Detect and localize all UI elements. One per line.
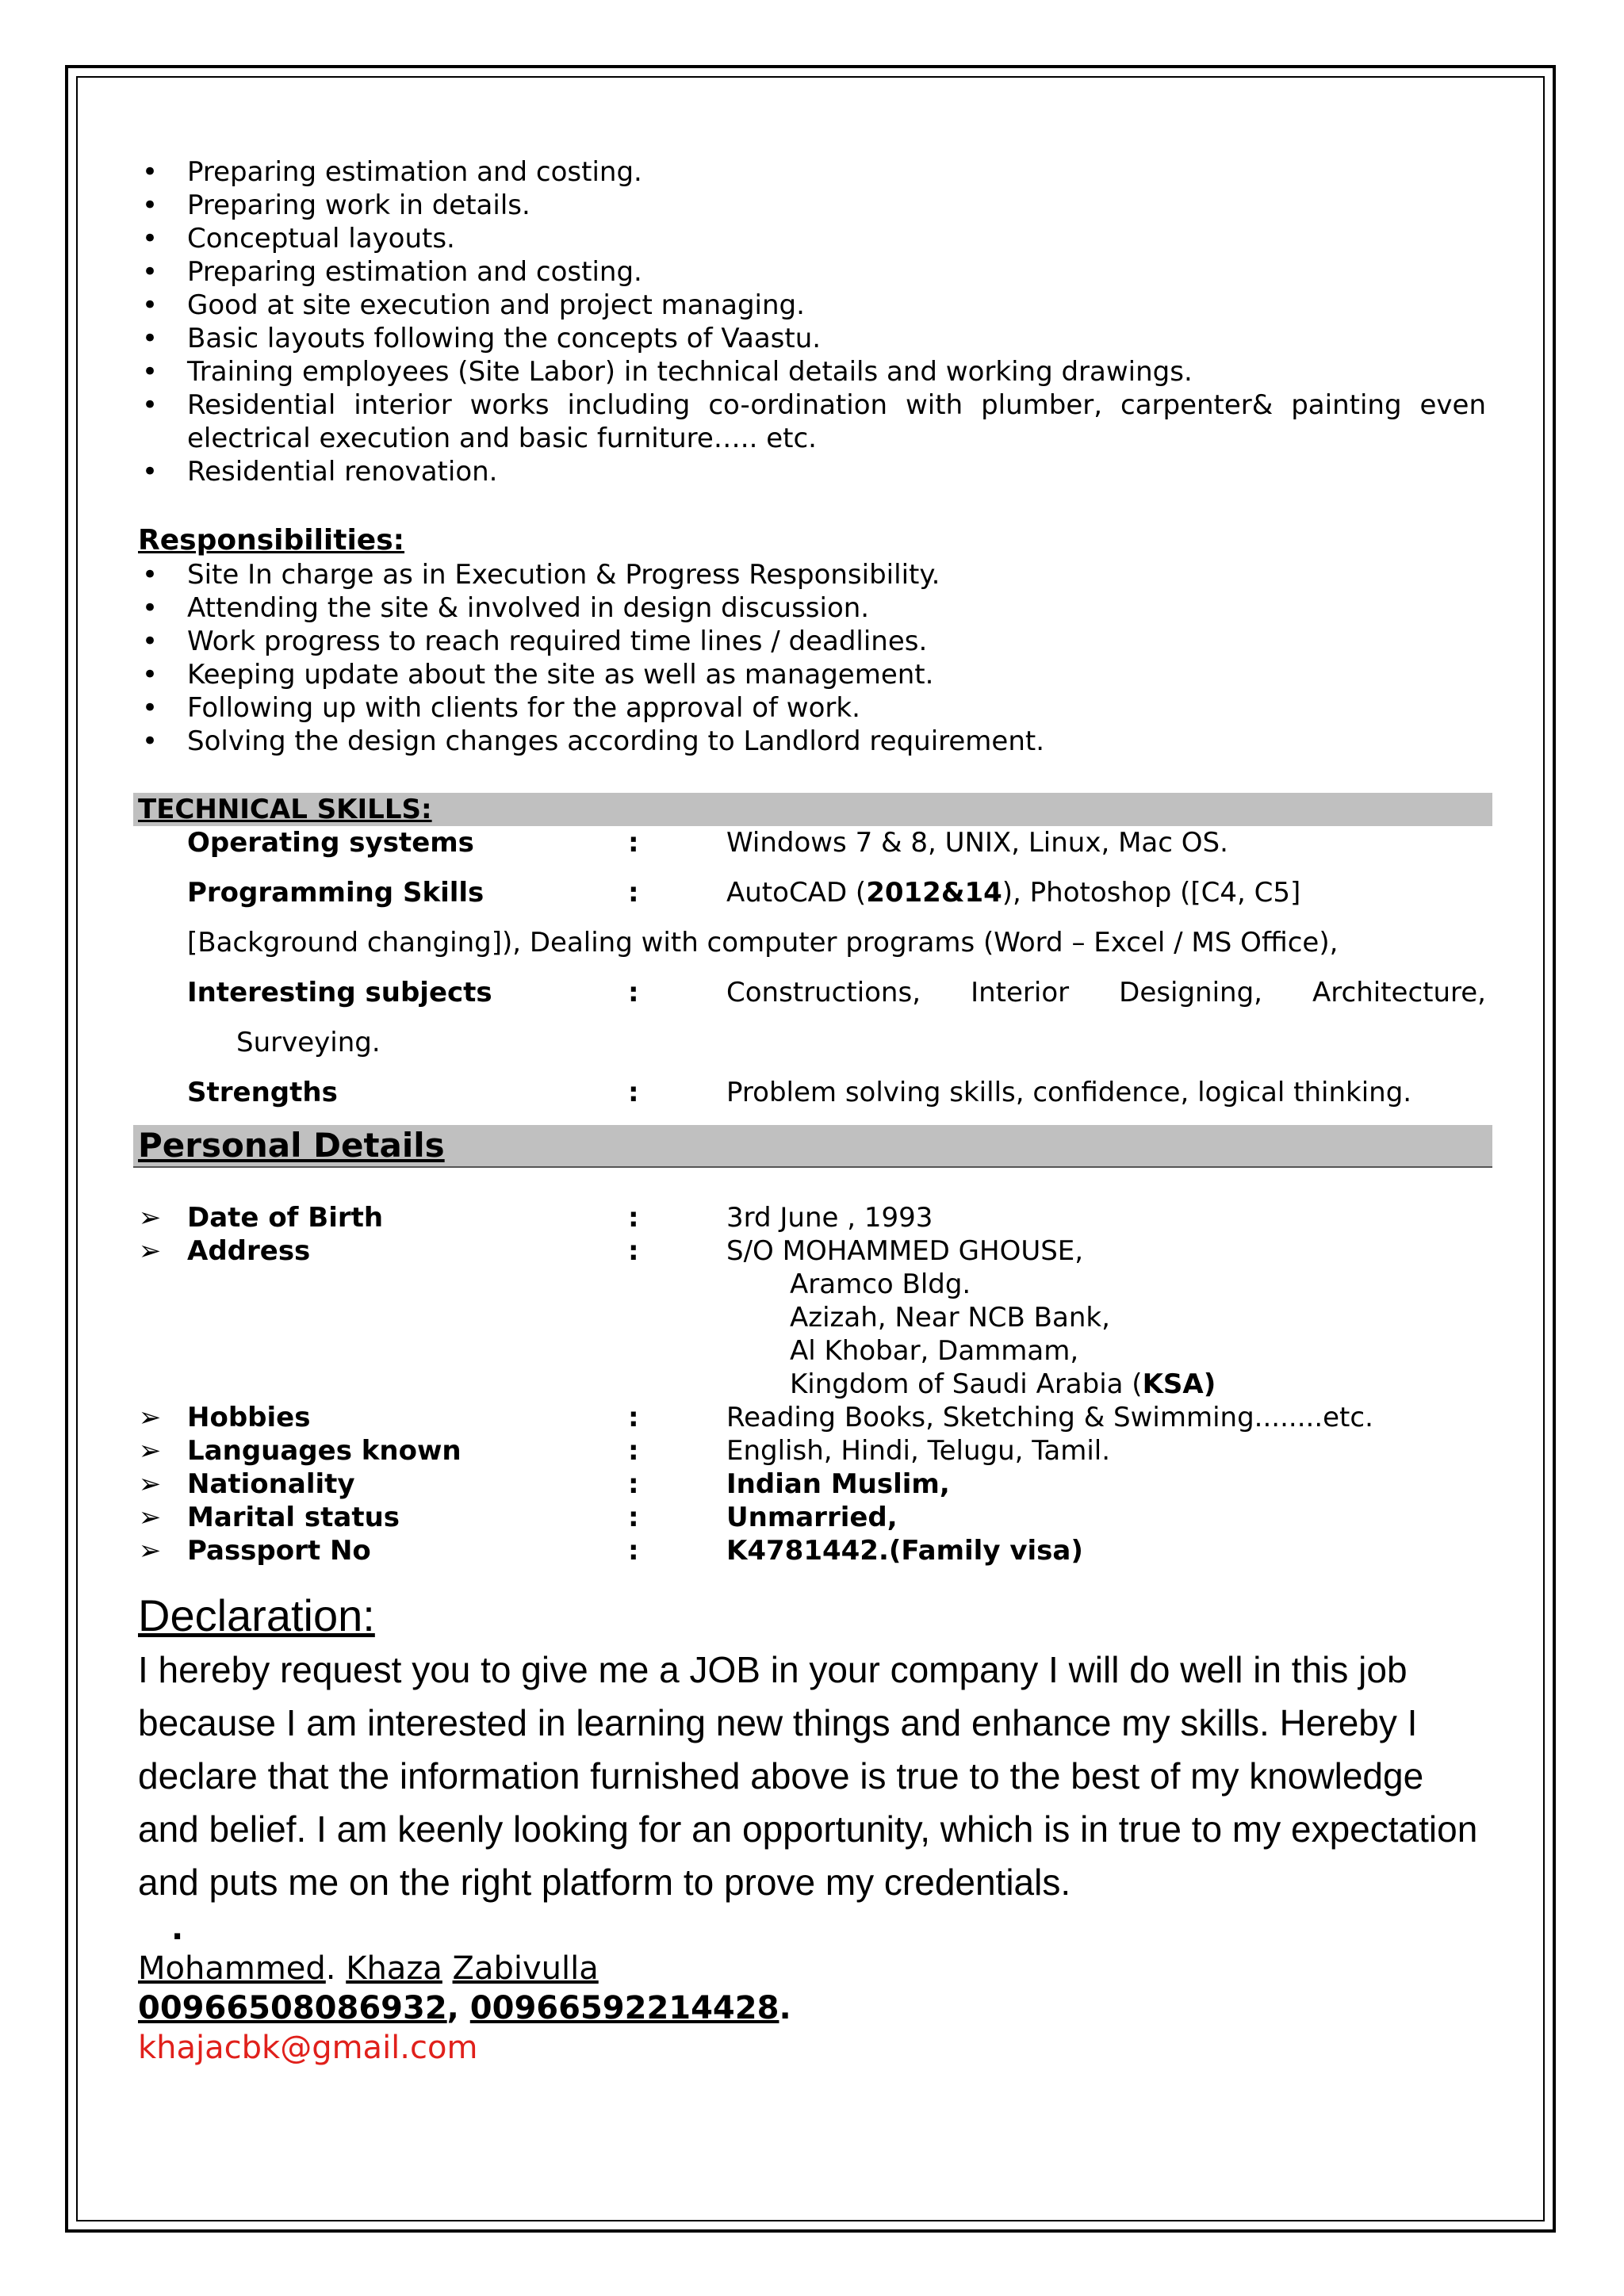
detail-row-passport: ➢ Passport No : K4781442.(Family visa) <box>138 1535 1083 1567</box>
arrow-bullet-icon: ➢ <box>138 1202 162 1234</box>
list-item-line: Residential interior works including co-ordination with plumber, carpenter& painting even <box>187 389 1486 421</box>
personal-details-heading: Personal Details <box>133 1125 1492 1168</box>
list-item: • Basic layouts following the concepts of Vaastu. <box>141 323 822 354</box>
list-item: • Site In charge as in Execution & Progress Responsibility. <box>141 559 940 591</box>
address-line: Kingdom of Saudi Arabia (KSA) <box>790 1368 1216 1400</box>
arrow-bullet-icon: ➢ <box>138 1468 162 1500</box>
arrow-bullet-icon: ➢ <box>138 1435 162 1467</box>
detail-row-marital: ➢ Marital status : Unmarried, <box>138 1502 898 1533</box>
list-item: • Good at site execution and project managing. <box>141 289 805 321</box>
list-item: • Preparing estimation and costing. <box>141 156 642 188</box>
signature-phones: 00966508086932, 00966592214428. <box>138 1990 791 2026</box>
address-line: Aramco Bldg. <box>790 1269 971 1300</box>
skill-row-programming-cont: [Background changing]), Dealing with computer programs (Word – Excel / MS Office), <box>187 927 1339 959</box>
responsibilities-list <box>138 558 1486 758</box>
arrow-bullet-icon: ➢ <box>138 1535 162 1567</box>
detail-row-languages: ➢ Languages known : English, Hindi, Telugu, Tamil. <box>138 1435 1111 1467</box>
list-item: • Preparing work in details. <box>141 189 530 221</box>
duties-list <box>138 155 1486 488</box>
skill-row-interests: Interesting subjects : Constructions, Interior Designing, Architecture, <box>187 977 1486 1008</box>
declaration-text: I hereby request you to give me a JOB in your company I will do well in this job because I am interested in learning new things and enhance my skills. Hereby I declare that the information furnished above is true to the best of my knowledge and belief. I am keenly looking for an opportunity, which is in true to my expectation and puts me on the right platform to prove my credentials. <box>138 1649 1478 1903</box>
technical-skills-section <box>138 826 1486 1109</box>
list-item: • Preparing estimation and costing. <box>141 256 642 288</box>
skill-row-strengths: Strengths : Problem solving skills, confidence, logical thinking. <box>187 1077 1412 1108</box>
phone-link[interactable]: 00966508086932 <box>138 1990 447 2026</box>
resume-page <box>138 155 1486 2068</box>
technical-skills-heading: TECHNICAL SKILLS: <box>133 793 1492 826</box>
email-link[interactable]: khajacbk@gmail.com <box>138 2030 478 2066</box>
personal-details-section <box>138 1201 1486 1567</box>
list-item: • Keeping update about the site as well as management. <box>141 659 934 691</box>
address-line: Al Khobar, Dammam, <box>790 1335 1079 1367</box>
declaration-dot: . <box>171 1911 184 1947</box>
list-item: • Attending the site & involved in design discussion. <box>141 592 870 624</box>
arrow-bullet-icon: ➢ <box>138 1402 162 1433</box>
declaration-heading: Declaration: <box>138 1590 375 1640</box>
list-item-line: electrical execution and basic furniture….. etc. <box>187 423 817 454</box>
phone-link[interactable]: 00966592214428 <box>469 1990 779 2026</box>
list-item: • Work progress to reach required time lines / deadlines. <box>141 626 928 657</box>
skill-row-os: Operating systems : Windows 7 & 8, UNIX, Linux, Mac OS. <box>187 827 1228 859</box>
skill-row-programming: Programming Skills : AutoCAD (2012&14), Photoshop ([C4, C5] <box>187 877 1301 909</box>
detail-row-nationality: ➢ Nationality : Indian Muslim, <box>138 1468 950 1500</box>
arrow-bullet-icon: ➢ <box>138 1235 162 1267</box>
detail-row-hobbies: ➢ Hobbies : Reading Books, Sketching & Swimming........etc. <box>138 1402 1373 1433</box>
list-item: • Residential renovation. <box>141 456 498 488</box>
detail-row-address: ➢ Address : S/O MOHAMMED GHOUSE, <box>138 1235 1084 1267</box>
detail-row-dob: ➢ Date of Birth : 3rd June , 1993 <box>138 1202 933 1234</box>
arrow-bullet-icon: ➢ <box>138 1502 162 1533</box>
list-item: • Residential interior works including co-ordination with plumber, carpenter& painting even electrical execution and basic furniture….. etc. <box>141 389 1486 454</box>
address-line: Azizah, Near NCB Bank, <box>790 1302 1110 1334</box>
list-item: • Training employees (Site Labor) in technical details and working drawings. <box>141 356 1193 388</box>
signature-name: Mohammed. Khaza Zabivulla <box>138 1950 599 1987</box>
list-item: • Solving the design changes according to Landlord requirement. <box>141 725 1045 757</box>
list-item: • Following up with clients for the approval of work. <box>141 692 860 724</box>
list-item: • Conceptual layouts. <box>141 223 455 254</box>
responsibilities-heading: Responsibilities: <box>138 524 405 557</box>
skill-row-interests-cont: Surveying. <box>236 1027 381 1058</box>
